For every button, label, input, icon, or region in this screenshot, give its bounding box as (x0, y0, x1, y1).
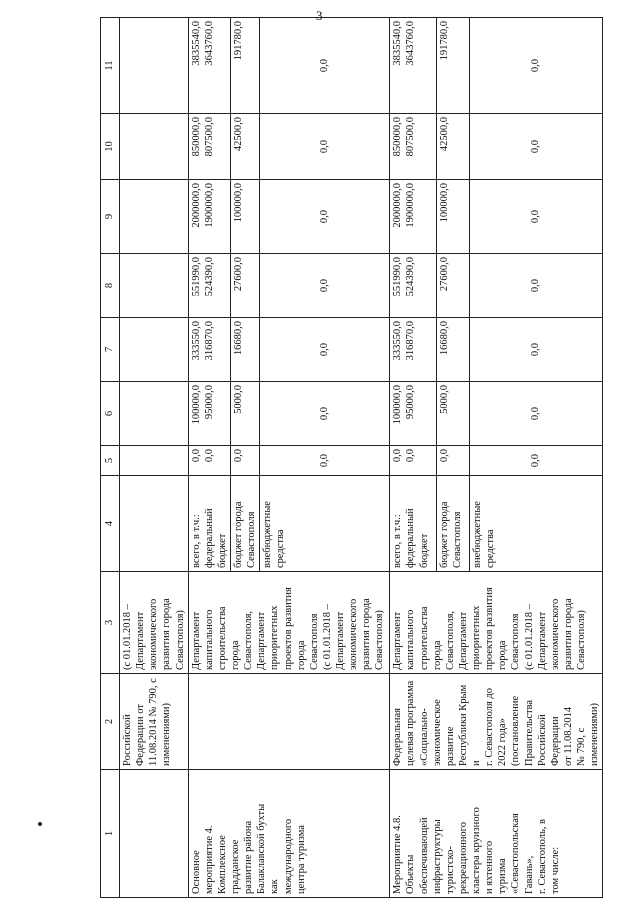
cell-value: 0,0 (469, 382, 602, 446)
cell-event: Основное мероприятие 4. Комплексное градданское развитие района Балаклавской бухты как международного центра туризма (188, 770, 390, 898)
cell-value: 191780,0 (437, 18, 470, 114)
cell-value: 100000,0 (231, 180, 260, 254)
cell-value: 0,0 (260, 446, 390, 476)
bullet-dot (38, 822, 42, 826)
cell-value: 0,0 (231, 446, 260, 476)
cell-empty (120, 318, 189, 382)
cell-value: 850000,0 807500,0 (188, 114, 230, 180)
cell-value: 27600,0 (437, 254, 470, 318)
header-cell: 3 (101, 572, 120, 674)
header-cell: 4 (101, 476, 120, 572)
cell-value: 333550,0 316870,0 (188, 318, 230, 382)
cell-value: 0,0 (469, 318, 602, 382)
header-cell: 6 (101, 382, 120, 446)
cell-value: 551990,0 524390,0 (390, 254, 437, 318)
cell-value: 333550,0 316870,0 (390, 318, 437, 382)
cell-source: бюджет города Севастополя (437, 476, 470, 572)
cell-empty (120, 476, 189, 572)
cell-value: 0,0 (260, 114, 390, 180)
cell-value: 0,0 (437, 446, 470, 476)
cell-value: 16680,0 (437, 318, 470, 382)
cell-value: 2000000,0 1900000,0 (188, 180, 230, 254)
cell-empty (120, 770, 189, 898)
cell-empty (120, 446, 189, 476)
cell-source: бюджет города Севастополя (231, 476, 260, 572)
cell-value: 100000,0 95000,0 (390, 382, 437, 446)
cell-value: 0,0 0,0 (390, 446, 437, 476)
header-cell: 11 (101, 18, 120, 114)
cell-value: 2000000,0 1900000,0 (390, 180, 437, 254)
header-cell: 9 (101, 180, 120, 254)
cell-value: 42500,0 (231, 114, 260, 180)
table-row (188, 18, 230, 898)
cell-empty (120, 254, 189, 318)
header-cell: 2 (101, 674, 120, 770)
cell-value: 0,0 (469, 114, 602, 180)
cell-value: 0,0 (469, 18, 602, 114)
cell-program: Российской Федерации от 11.08.2014 № 790, с изменениями) (120, 674, 189, 770)
cell-value: 5000,0 (437, 382, 470, 446)
cell-value: 3835540,0 3643760,0 (390, 18, 437, 114)
cell-value: 100000,0 95000,0 (188, 382, 230, 446)
cell-empty (120, 18, 189, 114)
header-row (101, 18, 120, 898)
cell-value: 0,0 (260, 382, 390, 446)
cell-source: всего, в т.ч.: федеральный бюджет (390, 476, 437, 572)
cell-source: внебюджетные средства (260, 476, 390, 572)
cell-executor: Департамент капитального строительства города Севастополя, Департамент приоритетных проектов развития города Севастополя (с 01.01.2018 – Департамент экономического развития города Севастополя) (390, 572, 603, 674)
cell-executor: (с 01.01.2018 – Департамент экономического развития города Севастополя) (120, 572, 189, 674)
cell-value: 551990,0 524390,0 (188, 254, 230, 318)
header-cell: 10 (101, 114, 120, 180)
page-number: 3 (316, 8, 323, 23)
cell-source: всего, в т.ч.: федеральный бюджет (188, 476, 230, 572)
cell-value: 191780,0 (231, 18, 260, 114)
cell-value: 0,0 (469, 180, 602, 254)
cell-value: 100000,0 (437, 180, 470, 254)
header-cell: 1 (101, 770, 120, 898)
cell-value: 16680,0 (231, 318, 260, 382)
cell-event: Мероприятие 4.8. Объекты обеспечивающей инфраструктуры туристско- рекреационного кластера круизного и яхтенного туризма «Севастопольская Гавань», г. Севастополь, в том числе: (390, 770, 603, 898)
cell-empty (120, 180, 189, 254)
header-cell: 7 (101, 318, 120, 382)
cell-program: Федеральная целевая программа «Социально- экономическое развитие Республики Крым и г. Севастополя до 2022 года» (постановление Правительства Российской Федерации от 11.08.2014 № 790, с изменениями) (390, 674, 603, 770)
cell-value: 5000,0 (231, 382, 260, 446)
cell-empty (120, 114, 189, 180)
cell-value: 0,0 (260, 254, 390, 318)
cell-program (188, 674, 390, 770)
cell-value: 27600,0 (231, 254, 260, 318)
cell-value: 0,0 0,0 (188, 446, 230, 476)
cell-value: 0,0 (469, 254, 602, 318)
cell-value: 0,0 (260, 318, 390, 382)
table-row (390, 18, 437, 898)
budget-table (100, 17, 603, 898)
cell-empty (120, 382, 189, 446)
header-cell: 8 (101, 254, 120, 318)
cell-value: 3835540,0 3643760,0 (188, 18, 230, 114)
header-cell: 5 (101, 446, 120, 476)
cell-value: 0,0 (260, 180, 390, 254)
rotated-table-wrapper (100, 18, 601, 898)
cell-source: внебюджетные средства (469, 476, 602, 572)
cell-executor: Департамент капитального строительства города Севастополя, Департамент приоритетных проектов развития города Севастополя (с 01.01.2018 – Департамент экономического развития города Севастополя) (188, 572, 390, 674)
cell-value: 42500,0 (437, 114, 470, 180)
cell-value: 0,0 (260, 18, 390, 114)
cell-value: 0,0 (469, 446, 602, 476)
table-row-continuation (120, 18, 189, 898)
cell-value: 850000,0 807500,0 (390, 114, 437, 180)
